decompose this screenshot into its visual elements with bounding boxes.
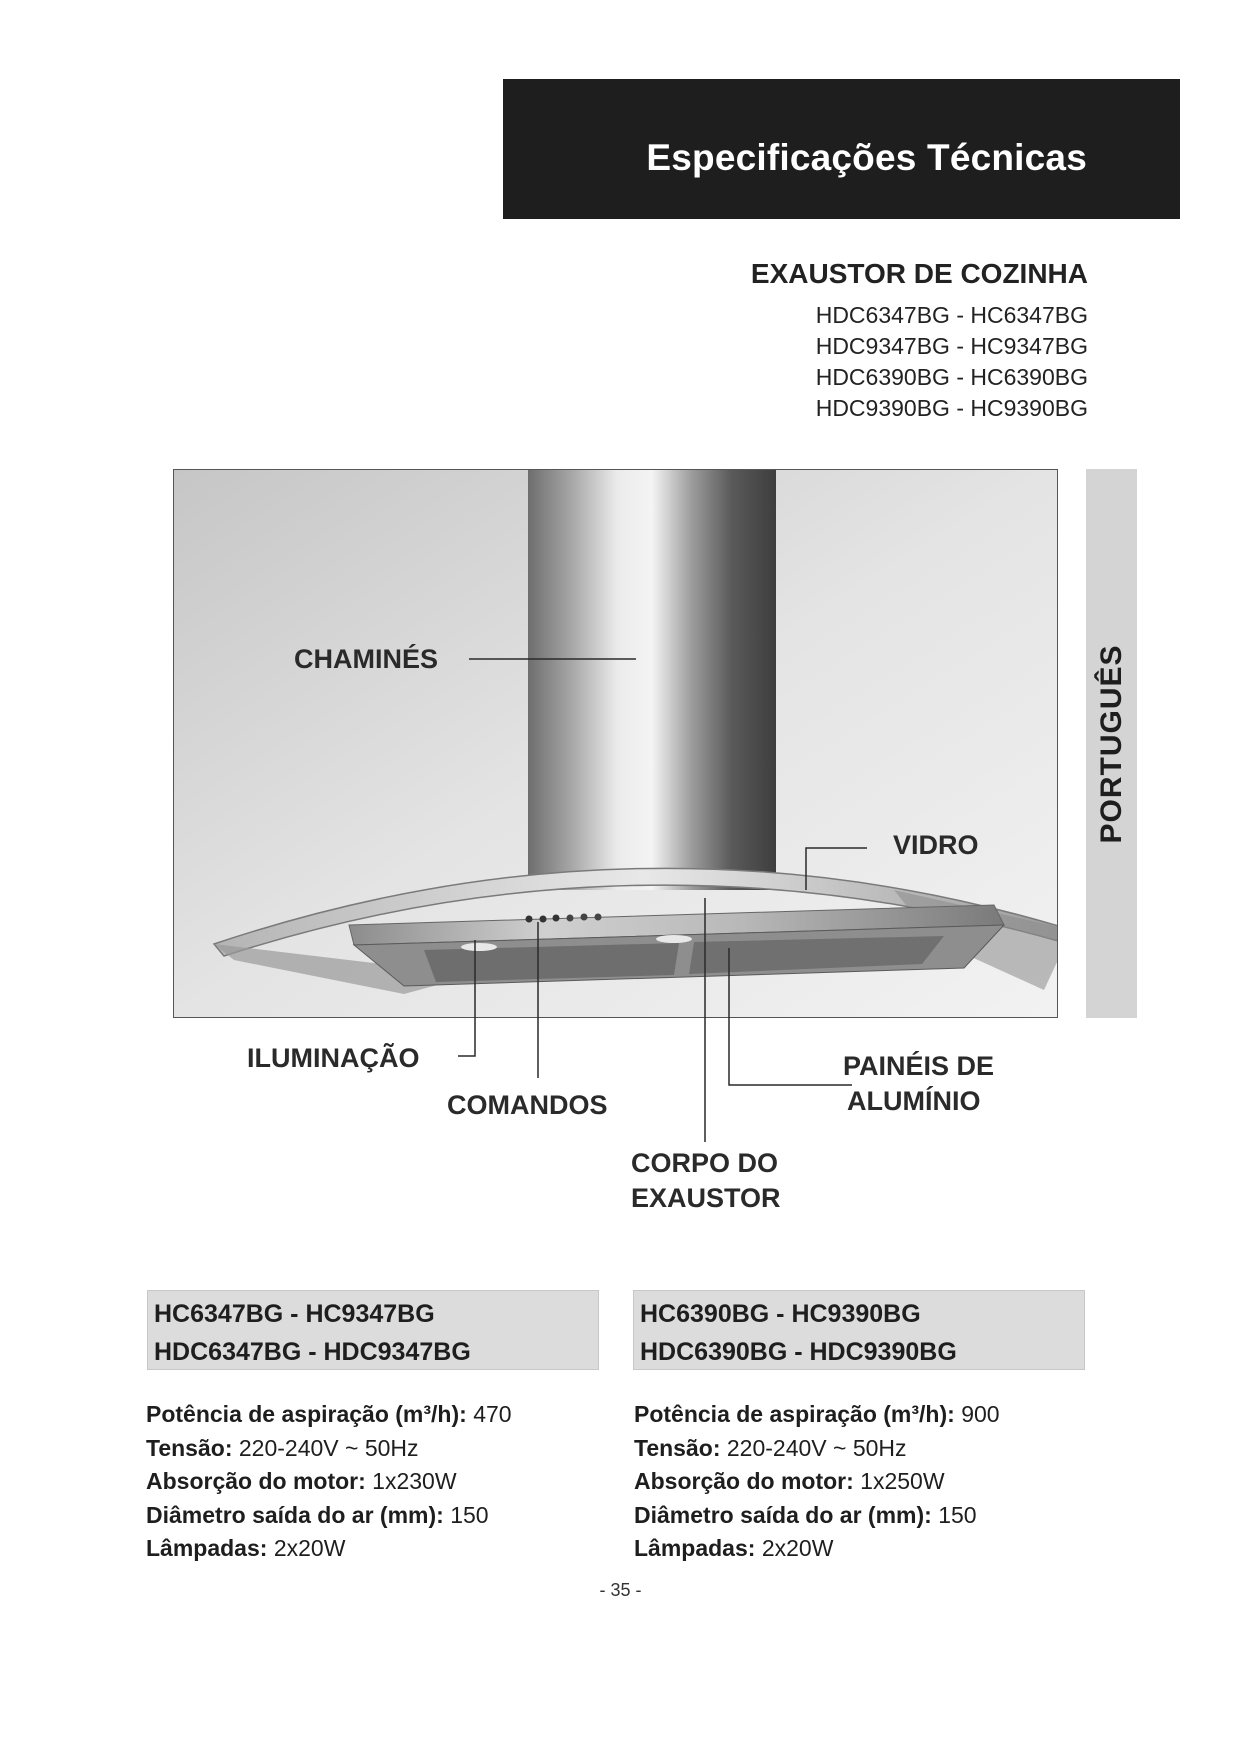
spec-row <box>146 1398 512 1432</box>
spec-list-group-2 <box>634 1398 1000 1566</box>
spec-heading-group-2 <box>633 1290 1085 1370</box>
spec-value: 2x20W <box>273 1535 346 1561</box>
spec-row <box>634 1532 1000 1566</box>
leader-glass <box>806 848 867 890</box>
spec-row <box>634 1398 1000 1432</box>
spec-label: Tensão: <box>634 1434 721 1461</box>
spec-row <box>146 1465 512 1499</box>
spec-label: Lâmpadas: <box>634 1535 756 1561</box>
leader-lighting <box>458 940 475 1056</box>
spec-label: Potência de aspiração (m³/h): <box>634 1401 955 1427</box>
spec-label: Tensão: <box>146 1434 233 1461</box>
spec-value: 150 <box>938 1501 977 1528</box>
callout-glass: VIDRO <box>893 830 979 860</box>
spec-value: 150 <box>450 1501 489 1528</box>
spec-label: Diâmetro saída do ar (mm): <box>146 1501 444 1528</box>
spec-row <box>146 1499 512 1533</box>
spec-label: Absorção do motor: <box>146 1468 366 1494</box>
spec-row <box>634 1465 1000 1499</box>
spec-value: 900 <box>961 1401 1000 1427</box>
spec-label: Lâmpadas: <box>146 1535 268 1561</box>
callout-body-line1: CORPO DO <box>631 1148 779 1178</box>
page-number: - 35 - <box>599 1580 642 1600</box>
spec-heading-line: HC6390BG - HC9390BG <box>640 1300 921 1328</box>
leader-aluminium-panels <box>729 948 852 1085</box>
callout-body-line2: EXAUSTOR <box>631 1183 781 1213</box>
model-line: HDC6390BG - HC6390BG <box>815 364 1088 390</box>
spec-label: Absorção do motor: <box>634 1468 854 1494</box>
spec-value: 1x250W <box>860 1468 945 1494</box>
spec-heading-line: HDC6390BG - HDC9390BG <box>640 1338 957 1366</box>
callout-controls: COMANDOS <box>447 1090 608 1120</box>
callout-aluminium-panels-line2: ALUMÍNIO <box>847 1086 981 1116</box>
spec-value: 220-240V ~ 50Hz <box>238 1434 419 1461</box>
callout-aluminium-panels-line1: PAINÉIS DE <box>843 1051 995 1081</box>
spec-row <box>634 1432 1000 1466</box>
spec-value: 2x20W <box>761 1535 834 1561</box>
spec-value: 470 <box>473 1401 512 1427</box>
spec-row <box>146 1432 512 1466</box>
spec-label: Diâmetro saída do ar (mm): <box>634 1501 932 1528</box>
model-line: HDC6347BG - HC6347BG <box>815 302 1088 328</box>
spec-value: 220-240V ~ 50Hz <box>726 1434 907 1461</box>
product-title: EXAUSTOR DE COZINHA <box>750 258 1088 289</box>
spec-row <box>146 1532 512 1566</box>
callout-chimneys: CHAMINÉS <box>294 644 439 674</box>
spec-row <box>634 1499 1000 1533</box>
model-line: HDC9347BG - HC9347BG <box>815 333 1088 359</box>
language-label: PORTUGUÊS <box>1094 643 1128 844</box>
spec-list-group-1 <box>146 1398 512 1566</box>
page-title: Especificações Técnicas <box>646 137 1087 178</box>
spec-heading-group-1 <box>147 1290 599 1370</box>
spec-heading-line: HDC6347BG - HDC9347BG <box>154 1338 471 1366</box>
spec-value: 1x230W <box>372 1468 457 1494</box>
spec-heading-line: HC6347BG - HC9347BG <box>154 1300 435 1328</box>
callout-lighting: ILUMINAÇÃO <box>247 1043 420 1073</box>
spec-label: Potência de aspiração (m³/h): <box>146 1401 467 1427</box>
model-line: HDC9390BG - HC9390BG <box>815 395 1088 421</box>
language-tab <box>1086 469 1137 1018</box>
